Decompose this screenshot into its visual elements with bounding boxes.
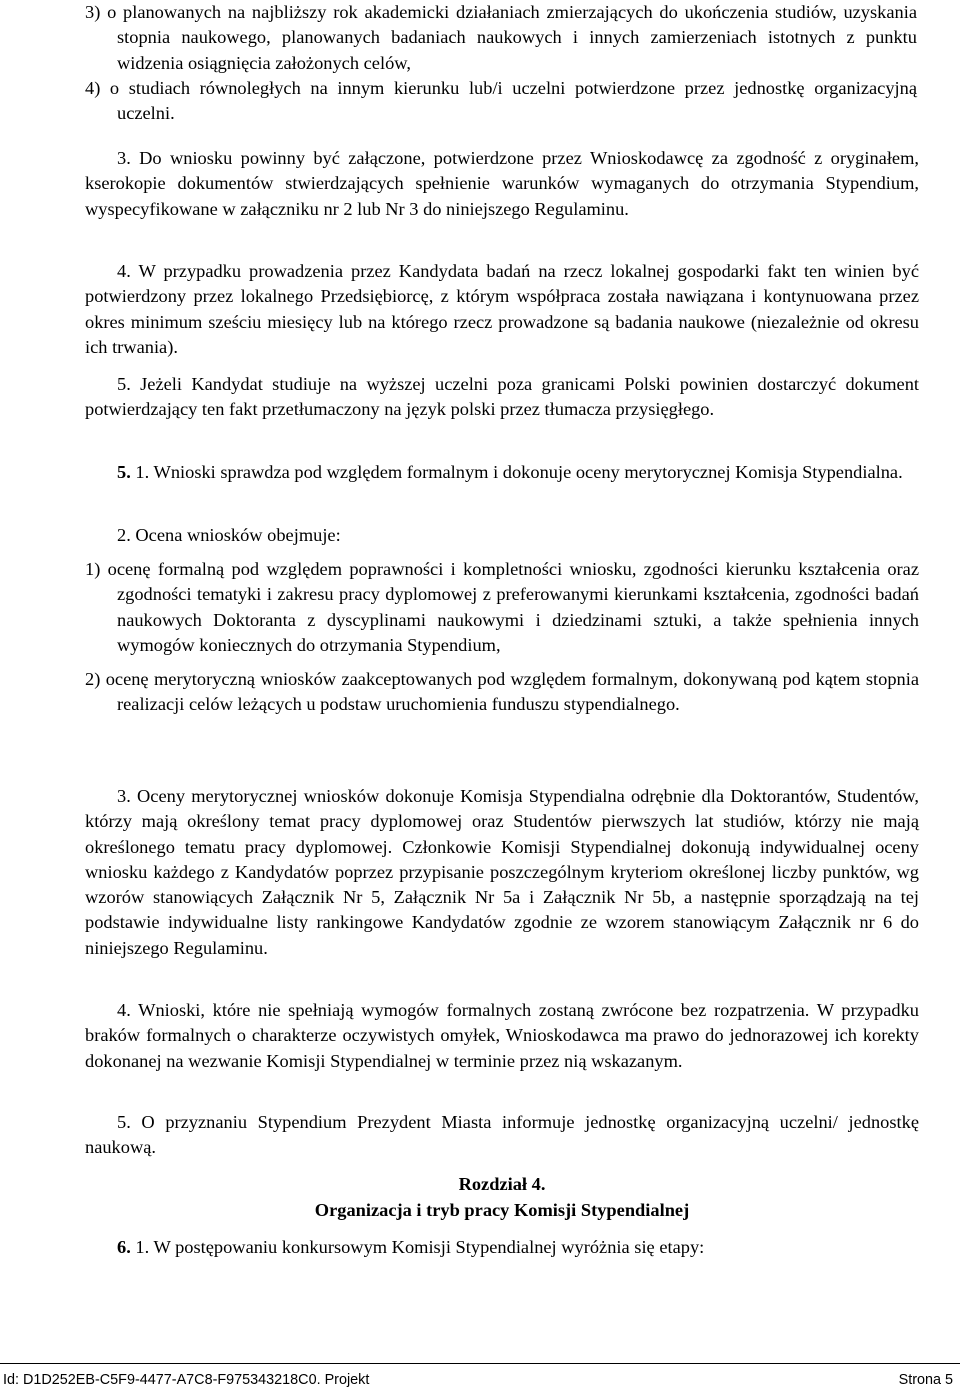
section-6-paragraph-1: [85, 1235, 919, 1260]
section-6-paragraph-1-text: 1. W postępowaniu konkursowym Komisji Stypendialnej wyróżnia się etapy:: [135, 1237, 705, 1257]
paragraph-5-text: 5. Jeżeli Kandydat studiuje na wyższej uczelni poza granicami Polski powinien dostarczyć dokument potwierdzający ten fakt przetłumaczony na język polski przez tłumacza przysięgłego.: [85, 374, 919, 420]
assessment-item-1: 1) ocenę formalną pod względem poprawności i kompletności wniosku, zgodności kierunku kształcenia oraz zgodności tematyki i zakresu pracy dyplomowej z preferowanymi kierunkami kształcenia, zgodności badań naukowych Doktoranta z dyscyplinami naukowymi i dziedzinami sztuki, a także spełnienia innych wymogów koniecznych do otrzymania Stypendium,: [85, 559, 919, 655]
section-5-paragraph-1-text: 1. Wnioski sprawdza pod względem formalnym i dokonuje oceny merytorycznej Komisja Stypendialna.: [135, 462, 903, 482]
paragraph-4-text: 4. W przypadku prowadzenia przez Kandydata badań na rzecz lokalnej gospodarki fakt ten winien być potwierdzony przez lokalnego Przedsiębiorcę, z którym współpraca została nawiązana i kontynuowana przez okres minimum sześciu miesięcy lub na którego rzecz prowadzone są badania naukowe (niezależnie od okresu ich trwania).: [85, 261, 919, 357]
footer-document-id: Id: D1D252EB-C5F9-4477-A7C8-F975343218C0. Projekt: [3, 1372, 370, 1388]
section-5-paragraph-3: [85, 784, 919, 961]
section-5-paragraph-2: [85, 523, 919, 548]
section-5-paragraph-2-text: 2. Ocena wniosków obejmuje:: [117, 525, 341, 545]
section-6-number: 6.: [117, 1237, 131, 1257]
section-5-paragraph-5-text: 5. O przyznaniu Stypendium Prezydent Miasta informuje jednostkę organizacyjną uczelni/ jednostkę naukową.: [85, 1112, 919, 1158]
paragraph-4: [85, 259, 919, 360]
section-5-number: 5.: [117, 462, 131, 482]
chapter-heading: [85, 1171, 919, 1223]
item-list-3-4: [85, 0, 917, 126]
section-5-paragraph-5: [85, 1110, 919, 1161]
paragraph-5: [85, 372, 919, 423]
list-item-3: 3) o planowanych na najbliższy rok akademicki działaniach zmierzających do ukończenia studiów, uzyskania stopnia naukowego, planowanych badaniach naukowych i innych zamierzeniach istotnych z punktu widzenia osiągnięcia założonych celów,: [85, 2, 917, 73]
assessment-list: [85, 557, 919, 718]
section-5-paragraph-4-text: 4. Wnioski, które nie spełniają wymogów formalnych zostaną zwrócone bez rozpatrzenia. W przypadku braków formalnych o charakterze oczywistych omyłek, Wnioskodawca ma prawo do jednorazowej ich korekty dokonanej na wezwanie Komisji Stypendialnej w terminie przez nią wskazanym.: [85, 1000, 919, 1071]
footer-divider: [0, 1363, 960, 1364]
paragraph-3-text: 3. Do wniosku powinny być załączone, potwierdzone przez Wnioskodawcę za zgodność z oryginałem, kserokopie dokumentów stwierdzających spełnienie warunków wymaganych do otrzymania Stypendium, wyspecyfikowane w załączniku nr 2 lub Nr 3 do niniejszego Regulaminu.: [85, 148, 919, 219]
chapter-title: Rozdział 4.: [458, 1174, 546, 1194]
footer-page-number: Strona 5: [898, 1372, 953, 1388]
paragraph-3: [85, 146, 919, 222]
assessment-item-2: 2) ocenę merytoryczną wniosków zaakceptowanych pod względem formalnym, dokonywaną pod kątem stopnia realizacji celów leżących u podstaw uruchomienia funduszu stypendialnego.: [85, 669, 919, 715]
chapter-subtitle: Organizacja i tryb pracy Komisji Stypendialnej: [314, 1200, 690, 1220]
list-item-4: 4) o studiach równoległych na innym kierunku lub/i uczelni potwierdzone przez jednostkę organizacyjną uczelni.: [85, 77, 917, 124]
section-5-paragraph-1: [85, 460, 919, 485]
section-5-paragraph-4: [85, 998, 919, 1074]
section-5-paragraph-3-text: 3. Oceny merytorycznej wniosków dokonuje Komisja Stypendialna odrębnie dla Doktorantów, Studentów, którzy mają określony temat pracy dyplomowej oraz Studentów pierwszych lat studiów, którzy nie mają określonego tematu pracy dyplomowej. Członkowie Komisji Stypendialnej dokonują indywidualnej oceny wniosku każdego z Kandydatów poprzez przypisanie poszczególnym kryteriom określonej liczby punktów, wg wzorów stanowiących Załącznik Nr 5, Załącznik Nr 5a i Załącznik Nr 5b, a następnie sporządzają na tej podstawie indywidualne listy rankingowe Kandydatów zgodnie ze wzorem stanowiącym Załącznik nr 6 do niniejszego Regulaminu.: [85, 786, 919, 958]
